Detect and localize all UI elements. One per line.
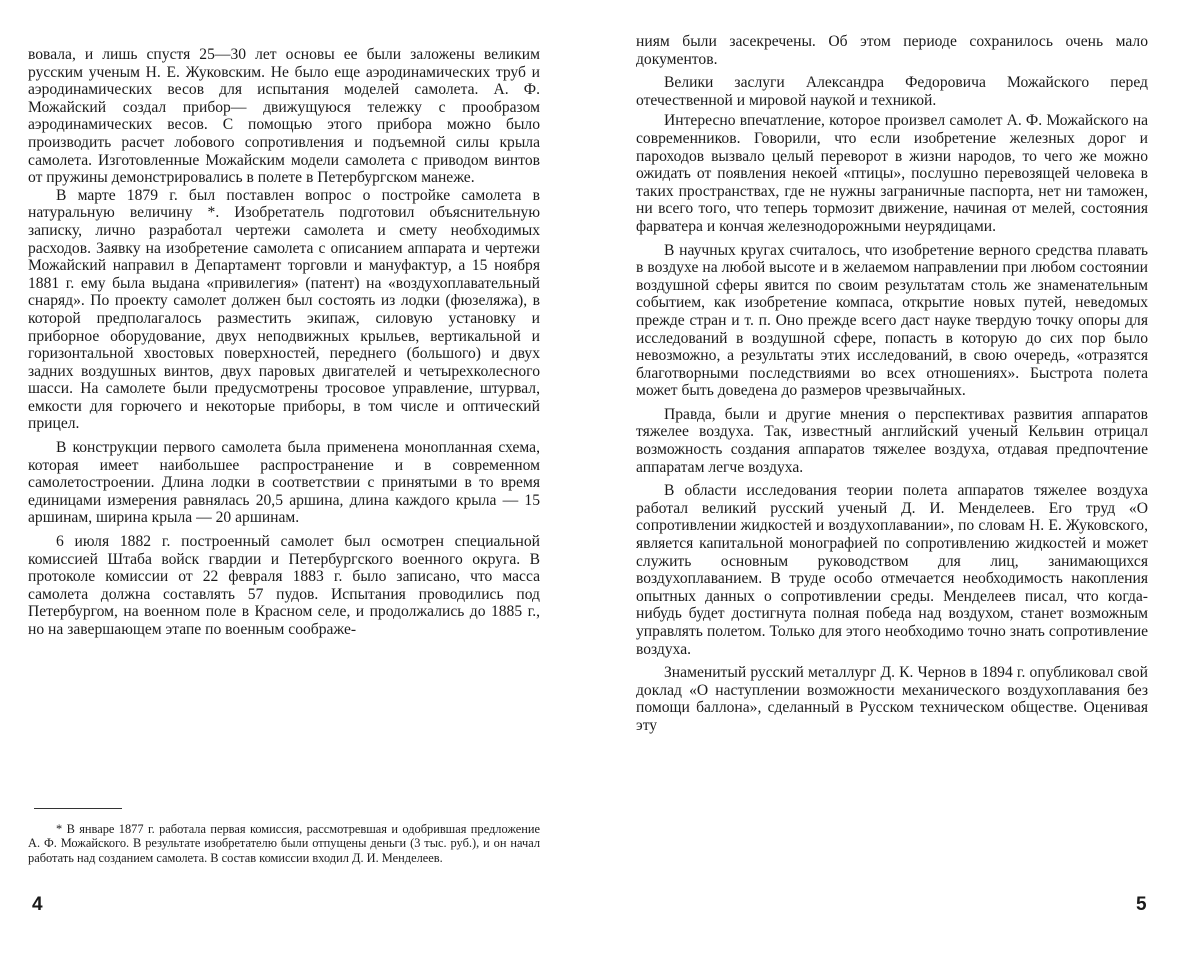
paragraph: Интересно впечатление, которое произвел самолет А. Ф. Можайского на современников. Говорили, что если изобретение железных дорог и пароходов вызвало целый переворот в жизни народов, то чего же можно ожидать от появления некоей «птицы», послушно перевозящей человека в таких пространствах, где не нужны заграничные паспорта, нет ни таможен, ни всего того, что теперь тормозит движение, начиная от мелей, состояния фарватера и кончая железнодорожными неурядицами.	[636, 112, 1148, 235]
paragraph: 6 июля 1882 г. построенный самолет был осмотрен специальной комиссией Штаба войск гвардии и Петербургского военного округа. В протоколе комиссии от 22 февраля 1883 г. было записано, что масса самолета должна составлять 57 пудов. Испытания проводились под Петербургом, на военном поле в Красном селе, и продолжались до 1885 г., но на завершающем этапе по военным соображе-	[28, 533, 540, 638]
paragraph: Знаменитый русский металлург Д. К. Чернов в 1894 г. опубликовал свой доклад «О наступлении возможности механического воздухоплавания без помощи баллона», сделанный в Русском техническом обществе. Оценивая эту	[636, 664, 1148, 734]
paragraph: В научных кругах считалось, что изобретение верного средства плавать в воздухе на любой высоте и в желаемом направлении при любом состоянии воздушной сферы явится по своим результатам столь же знаменательным событием, как изобретение компаса, открытие новых путей, неведомых прежде стран и т. п. Оно прежде всего даст науке твердую точку опоры для исследований в воздушной сфере, попасть в которую до сих пор было невозможно, а результаты этих исследований, в свою очередь, «отразятся благотворными последствиями во всех отношениях». Быстрота полета может быть доведена до размеров чрезвычайных.	[636, 241, 1148, 400]
paragraph: ниям были засекречены. Об этом периоде сохранилось очень мало документов.	[636, 33, 1148, 68]
left-page	[28, 0, 540, 957]
paragraph: Велики заслуги Александра Федоровича Можайского перед отечественной и мировой наукой и техникой.	[636, 74, 1148, 109]
footnote: * В январе 1877 г. работала первая комиссия, рассмотревшая и одобрившая предложение А. Ф. Можайского. В результате изобретателю были отпущены деньги (3 тыс. руб.), и он начал работать над созданием самолета. В состав комиссии входил Д. И. Менделеев.	[28, 822, 540, 865]
paragraph: Правда, были и другие мнения о перспективах развития аппаратов тяжелее воздуха. Так, известный английский ученый Кельвин отрицал возможность создания аппаратов тяжелее воздуха, отдавая предпочтение аппаратам легче воздуха.	[636, 405, 1148, 476]
page-number-right: 5	[1136, 894, 1147, 915]
right-page	[636, 0, 1148, 957]
paragraph: В конструкции первого самолета была применена монопланная схема, которая имеет наибольшее распространение и в современном самолетостроении. Длина лодки в соответствии с принятыми в то время единицами измерения равнялась 20,5 аршина, длина каждого крыла — 15 аршинам, ширина крыла — 20 аршинам.	[28, 439, 540, 527]
paragraph: вовала, и лишь спустя 25—30 лет основы ее были заложены великим русским ученым Н. Е. Жуковским. Не было еще аэродинамических труб и аэродинамических весов для испытания моделей самолета. А. Ф. Можайский создал прибор— движущуюся тележку с прообразом аэродинамических весов. С помощью этого прибора можно было производить расчет лобового сопротивления и подъемной силы крыла самолета. Изготовленные Можайским модели самолета с приводом винтов от пружины демонстрировались в полете в Петербургском манеже.	[28, 46, 540, 187]
paragraph: В марте 1879 г. был поставлен вопрос о постройке самолета в натуральную величину *. Изобретатель подготовил объяснительную записку, лично разработал чертежи самолета и смету необходимых расходов. Заявку на изобретение самолета с описанием аппарата и чертежи Можайский направил в Департамент торговли и мануфактур, а 15 ноября 1881 г. ему была выдана «привилегия» (патент) на «воздухоплавательный снаряд». По проекту самолет должен был состоять из лодки (фюзеляжа), в которой предполагалось разместить экипаж, силовую установку и приборное оборудование, двух неподвижных крыльев, вертикальной и горизонтальной хвостовых поверхностей, переднего (большого) и двух задних воздушных винтов, двух паровых двигателей и четырехколесного шасси. На самолете были предусмотрены тросовое управление, штурвал, емкости для горючего и некоторые приборы, в том числе и оптический прицел.	[28, 186, 540, 433]
page-number-left: 4	[32, 894, 43, 915]
left-page-body	[28, 46, 540, 639]
footnote-separator	[34, 808, 122, 809]
right-page-body	[636, 33, 1148, 735]
paragraph: В области исследования теории полета аппаратов тяжелее воздуха работал великий русский ученый Д. И. Менделеев. Его труд «О сопротивлении жидкостей и воздухоплавании», по словам Н. Е. Жуковского, является капитальной монографией по сопротивлению жидкостей и может служить основным руководством для лиц, занимающихся воздухоплаванием. В труде особо отмечается необходимость накопления опытных данных о сопротивлении среды. Менделеев писал, что когда-нибудь будет достигнута полная победа над воздухом, станет возможным управлять полетом. Только для этого необходимо точно знать сопротивление воздуха.	[636, 482, 1148, 658]
